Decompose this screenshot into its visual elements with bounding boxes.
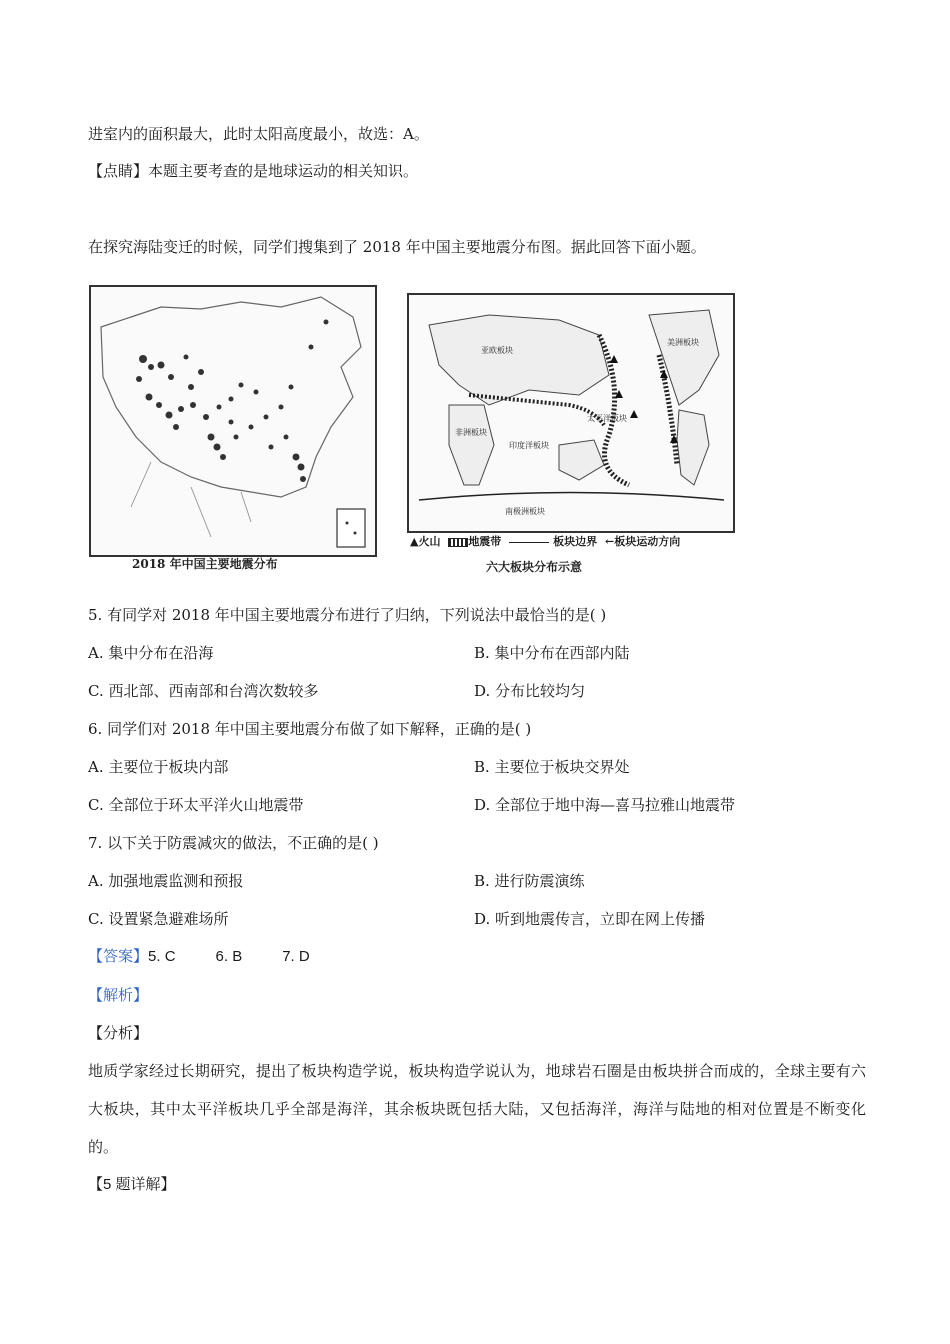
answer-label: 【答案】	[88, 948, 149, 965]
q7-option-c: C. 设置紧急避难场所	[88, 910, 229, 928]
plate-map-graphic	[409, 295, 733, 531]
legend-boundary: 板块边界	[553, 535, 598, 548]
south-america-shape	[677, 410, 709, 485]
plate-label-america: 美洲板块	[667, 338, 699, 347]
q7-option-b: B. 进行防震演练	[474, 872, 585, 890]
q5-option-c: C. 西北部、西南部和台湾次数较多	[88, 682, 319, 700]
q5-option-d: D. 分布比较均匀	[474, 682, 586, 700]
q6-option-b: B. 主要位于板块交界处	[474, 758, 630, 776]
q6-option-c: C. 全部位于环太平洋火山地震带	[88, 796, 304, 814]
quake-belt-legend-icon	[448, 538, 468, 547]
figure2-caption: 六大板块分布示意	[486, 560, 583, 574]
china-earthquake-map	[89, 285, 377, 557]
plate-label-indian: 印度洋板块	[509, 441, 549, 450]
plate-map-legend	[410, 533, 735, 549]
detail-5-label: 【5 题详解】	[88, 1176, 176, 1193]
legend-quake-belt: 地震带	[468, 535, 502, 548]
figure1-caption: 2018 年中国主要地震分布	[132, 557, 278, 571]
q5-option-b: B. 集中分布在西部内陆	[474, 644, 630, 662]
q6-option-d: D. 全部位于地中海—喜马拉雅山地震带	[474, 796, 736, 814]
legend-direction: 板块运动方向	[614, 535, 681, 548]
china-map-graphic	[91, 287, 375, 555]
question-7-stem: 7. 以下关于防震减灾的做法，不正确的是( )	[88, 834, 379, 852]
fenxi-label: 【分析】	[88, 1024, 149, 1042]
jiexi-label: 【解析】	[88, 986, 149, 1004]
north-america-shape	[649, 310, 719, 405]
neighbor-borders	[131, 462, 251, 537]
q5-option-a: A. 集中分布在沿海	[88, 644, 214, 662]
antarctic-boundary	[419, 493, 724, 501]
plate-label-africa: 非洲板块	[455, 428, 487, 437]
south-sea-inset	[337, 509, 365, 547]
answer-6: 6. B	[215, 948, 243, 965]
answer-7: 7. D	[282, 948, 310, 965]
volcano-legend-icon: ▲	[410, 535, 419, 548]
plate-label-pacific: 太平洋板块	[587, 414, 627, 423]
eurasia-shape	[429, 315, 609, 405]
answer-line	[88, 947, 310, 967]
australia-shape	[559, 440, 604, 480]
question-6-stem: 6. 同学们对 2018 年中国主要地震分布做了如下解释，正确的是( )	[88, 720, 532, 738]
plate-label-eurasia: 亚欧板块	[481, 346, 513, 355]
boundary-legend-icon	[509, 542, 549, 543]
plate-label-antarctic: 南极洲板块	[505, 507, 545, 516]
q7-option-a: A. 加强地震监测和预报	[88, 872, 244, 890]
earthquake-dots	[136, 320, 329, 483]
analysis-paragraph: 地质学家经过长期研究，提出了板块构造学说，板块构造学说认为，地球岩石圈是由板块拼合而成的，全球主要有六大板块，其中太平洋板块几乎全部是海洋，其余板块既包括大陆，又包括海洋，海洋与陆地的相对位置是不断变化的。	[88, 1062, 866, 1156]
intro-text: 在探究海陆变迁的时候，同学们搜集到了 2018 年中国主要地震分布图。据此回答下面小题。	[88, 238, 706, 256]
legend-volcano: 火山	[418, 535, 441, 548]
direction-legend-icon: ←	[605, 535, 615, 548]
africa-shape	[449, 405, 494, 485]
answer-5: 5. C	[148, 948, 176, 965]
question-5-stem: 5. 有同学对 2018 年中国主要地震分布进行了归纳，下列说法中最恰当的是( )	[88, 606, 607, 624]
q7-option-d: D. 听到地震传言，立即在网上传播	[474, 910, 706, 928]
tip-line: 【点睛】本题主要考查的是地球运动的相关知识。	[88, 162, 419, 180]
plate-distribution-map	[407, 293, 735, 533]
q6-option-a: A. 主要位于板块内部	[88, 758, 229, 776]
text-line-1: 进室内的面积最大，此时太阳高度最小，故选：A。	[88, 125, 429, 143]
